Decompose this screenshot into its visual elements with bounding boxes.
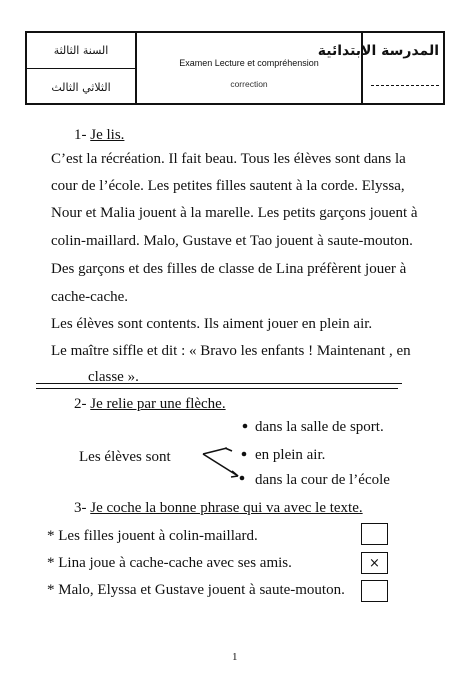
choice-item-3: * Malo, Elyssa et Gustave jouent à saute-mouton. xyxy=(47,582,345,598)
separator-line-bottom xyxy=(36,388,398,389)
section2-number: 2- xyxy=(74,396,91,412)
text-line-5: Des garçons et des filles de classe de Lina préfèrent jouer à xyxy=(51,261,407,277)
choice-item-2: * Lina joue à cache-cache avec ses amis. xyxy=(47,555,292,571)
section1-title-text: Je lis. xyxy=(90,127,125,143)
text-line-1: C’est la récréation. Il fait beau. Tous les élèves sont dans la xyxy=(51,151,406,167)
text-line-2: cour de l’école. Les petites filles sautent à la corde. Elyssa, xyxy=(51,178,405,194)
school-cell xyxy=(317,33,445,105)
match-option-1: dans la salle de sport. xyxy=(255,419,384,435)
match-subject: Les élèves sont xyxy=(79,449,171,465)
text-line-6: cache-cache. xyxy=(51,289,129,305)
bullet-option-3 xyxy=(240,476,245,481)
bullet-option-2 xyxy=(242,452,247,457)
term-cell xyxy=(27,69,137,105)
section3-title-text: Je coche la bonne phrase qui va avec le texte. xyxy=(90,500,363,516)
text-line-8: Le maître siffle et dit : « Bravo les enfants ! Maintenant , en xyxy=(51,343,411,359)
section1-title xyxy=(74,127,124,144)
school-label: المدرسة الابتدائية xyxy=(317,43,439,59)
section1-number: 1- xyxy=(74,127,91,143)
school-name-line xyxy=(371,85,439,86)
section3-number: 3- xyxy=(74,500,91,516)
grade-cell xyxy=(27,33,137,69)
bullet-option-1 xyxy=(243,424,248,429)
checkbox-3[interactable] xyxy=(361,580,388,602)
checkbox-1[interactable] xyxy=(361,523,388,545)
text-line-7: Les élèves sont contents. Ils aiment jouer en plein air. xyxy=(51,316,373,332)
match-option-3: dans la cour de l’école xyxy=(255,472,390,488)
text-line-4: colin-maillard. Malo, Gustave et Tao jouent à saute-mouton. xyxy=(51,233,413,249)
text-line-9: classe ». xyxy=(88,369,139,385)
choice-item-1: * Les filles jouent à colin-maillard. xyxy=(47,528,258,544)
exam-subtitle: correction xyxy=(230,79,268,89)
arrow-stroke-lower xyxy=(203,454,238,476)
checkbox-2[interactable]: × xyxy=(361,552,388,574)
grade-label: السنة الثالثة xyxy=(53,44,109,57)
term-label: الثلاثي الثالث xyxy=(51,80,111,94)
separator-line-top xyxy=(36,383,402,384)
section2-title-text: Je relie par une flèche. xyxy=(90,396,226,412)
section2-title xyxy=(74,396,226,413)
match-option-2: en plein air. xyxy=(255,447,326,463)
exam-header xyxy=(25,31,445,105)
exam-title: Examen Lecture et compréhension xyxy=(179,58,319,68)
text-line-3: Nour et Malia jouent à la marelle. Les petits garçons jouent à xyxy=(51,205,418,221)
page-number: 1 xyxy=(232,651,238,663)
section3-title xyxy=(74,500,363,517)
arrow-stroke-upper xyxy=(203,448,227,454)
